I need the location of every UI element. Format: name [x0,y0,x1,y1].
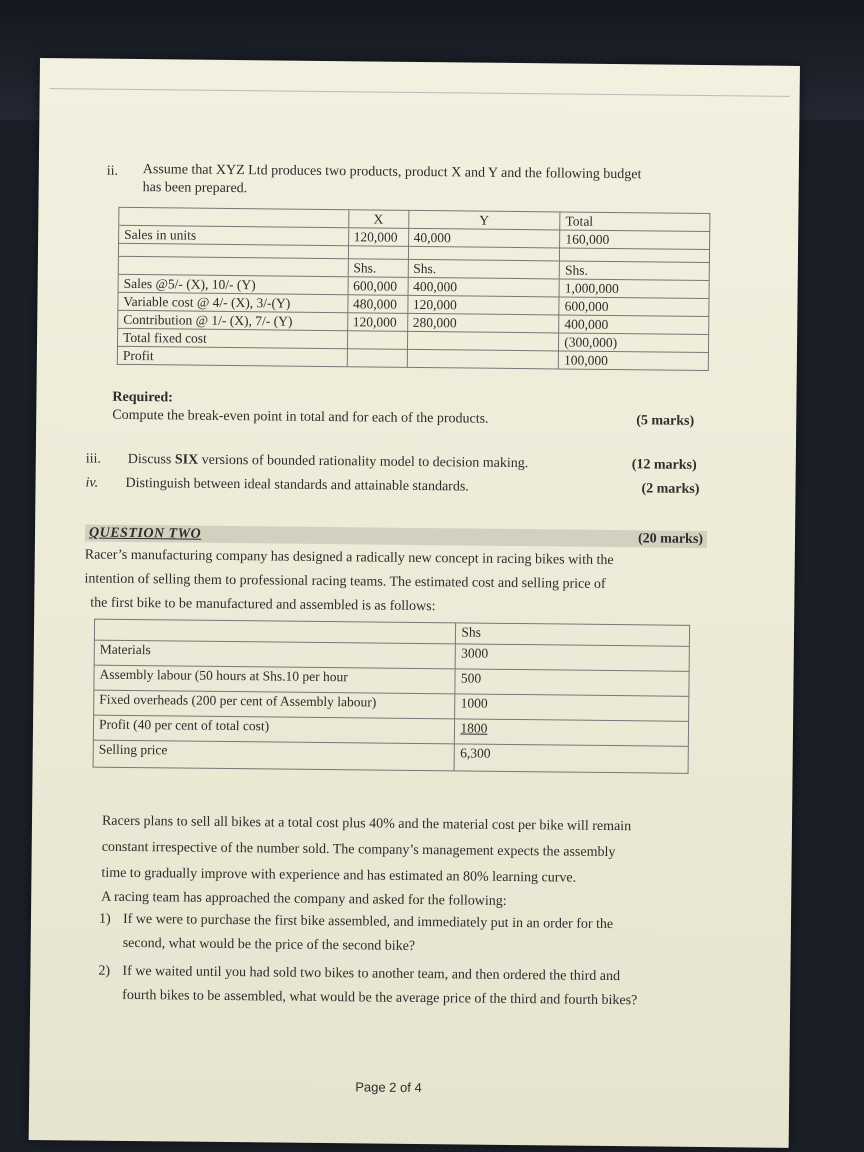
budget-cell [347,331,407,350]
cost-value: 1800 [455,719,689,746]
q2-item1-number: 1) [98,911,111,927]
budget-cell: 100,000 [559,351,709,371]
question-iii-post: versions of bounded rationality model to decision making. [198,452,529,472]
q2-intro-line2: intention of selling them to professional racing teams. The estimated cost and selling price of [84,571,606,592]
q2-item1-line1: If we were to purchase the first bike assembled, and immediately put in an order for the [122,911,614,933]
question-iv-marks: (2 marks) [641,481,700,497]
cost-label: Fixed overheads (200 per cent of Assembly labour) [94,690,456,719]
budget-cell: 120,000 [347,313,407,332]
q2-intro-line1: Racer’s manufacturing company has designed a radically new concept in racing bikes with the [84,547,614,569]
exam-page [29,58,800,1148]
question-ii-line2: has been prepared. [142,180,248,197]
q2-para-line1: Racers plans to sell all bikes at a total cost plus 40% and the material cost per bike will remain [101,813,632,835]
budget-cell: Shs. [559,261,709,281]
budget-cell: 120,000 [348,228,408,247]
budget-table [117,207,711,371]
question-ii-number: ii. [106,163,119,179]
q2-item2-number: 2) [98,963,111,979]
cost-currency: Shs [456,623,690,646]
question-two-marks: (20 marks) [637,531,704,547]
budget-head-label [119,207,349,227]
budget-cell: Variable cost @ 4/- (X), 3/-(Y) [118,292,348,312]
budget-cell: 600,000 [559,297,709,317]
cost-value: 1000 [455,694,689,721]
question-iv-text: Distinguish between ideal standards and attainable standards. [125,475,469,495]
budget-cell: 480,000 [347,295,407,314]
budget-head-y: Y [408,210,560,230]
budget-cell: Shs. [348,259,408,278]
question-iv-number: iv. [85,475,99,491]
budget-cell: 280,000 [407,313,559,333]
cost-label: Profit (40 per cent of total cost) [93,715,455,744]
cost-value: 3000 [456,644,690,671]
page-number: Page 2 of 4 [355,1079,422,1096]
cost-label: Materials [94,640,456,669]
budget-cell [407,331,559,351]
budget-cell: 120,000 [407,295,559,315]
cost-value: 6,300 [454,744,688,773]
budget-cell: Contribution @ 1/- (X), 7/- (Y) [118,310,348,330]
q2-item2-line2: fourth bikes to be assembled, what would be the average price of the third and fourth bikes? [122,987,638,1009]
q2-para-line4: A racing team has approached the company and asked for the following: [101,889,507,909]
budget-cell: Profit [117,346,347,366]
budget-cell: Sales in units [119,225,349,245]
budget-cell: 40,000 [408,228,560,248]
header-rule [50,88,790,97]
budget-cell: Sales @5/- (X), 10/- (Y) [118,274,348,294]
required-marks: (5 marks) [636,413,695,429]
budget-cell [347,349,407,368]
q2-item1-line2: second, what would be the price of the second bike? [122,935,416,954]
budget-head-total: Total [560,212,710,232]
question-iii-bold: SIX [174,452,199,468]
q2-item2-line1: If we waited until you had sold two bikes to another team, and then ordered the third and [122,963,621,985]
bike-cost-table [93,619,691,774]
cost-label: Selling price [93,740,455,771]
cost-row [93,740,688,773]
cost-value: 500 [455,669,689,696]
budget-cell [118,256,348,276]
budget-cell: 160,000 [560,230,710,250]
budget-cell [407,349,559,369]
budget-cell: Total fixed cost [117,328,347,348]
question-ii-line1: Assume that XYZ Ltd produces two products, product X and Y and the following budget [142,162,642,183]
q2-para-line3: time to gradually improve with experience and has estimated an 80% learning curve. [101,865,577,886]
budget-cell: Shs. [408,259,560,279]
budget-cell: (300,000) [559,333,709,353]
budget-cell: 1,000,000 [559,279,709,299]
required-label: Required: [112,389,173,406]
q2-intro-line3: the first bike to be manufactured and assembled is as follows: [90,595,436,615]
question-iii-number: iii. [85,451,102,467]
budget-cell: 600,000 [348,277,408,296]
question-two-title: QUESTION TWO [88,525,202,542]
q2-para-line2: constant irrespective of the number sold. The company’s management expects the assembly [101,839,616,861]
required-text: Compute the break-even point in total and for each of the products. [112,407,489,427]
budget-cell: 400,000 [559,315,709,335]
question-iii-pre: Discuss [127,451,175,468]
question-two-header [85,524,707,548]
budget-head-x: X [348,210,408,229]
cost-label: Assembly labour (50 hours at Shs.10 per hour [94,665,456,694]
budget-cell: 400,000 [408,277,560,297]
question-iii-marks: (12 marks) [631,457,697,473]
question-iii-text [128,451,529,473]
